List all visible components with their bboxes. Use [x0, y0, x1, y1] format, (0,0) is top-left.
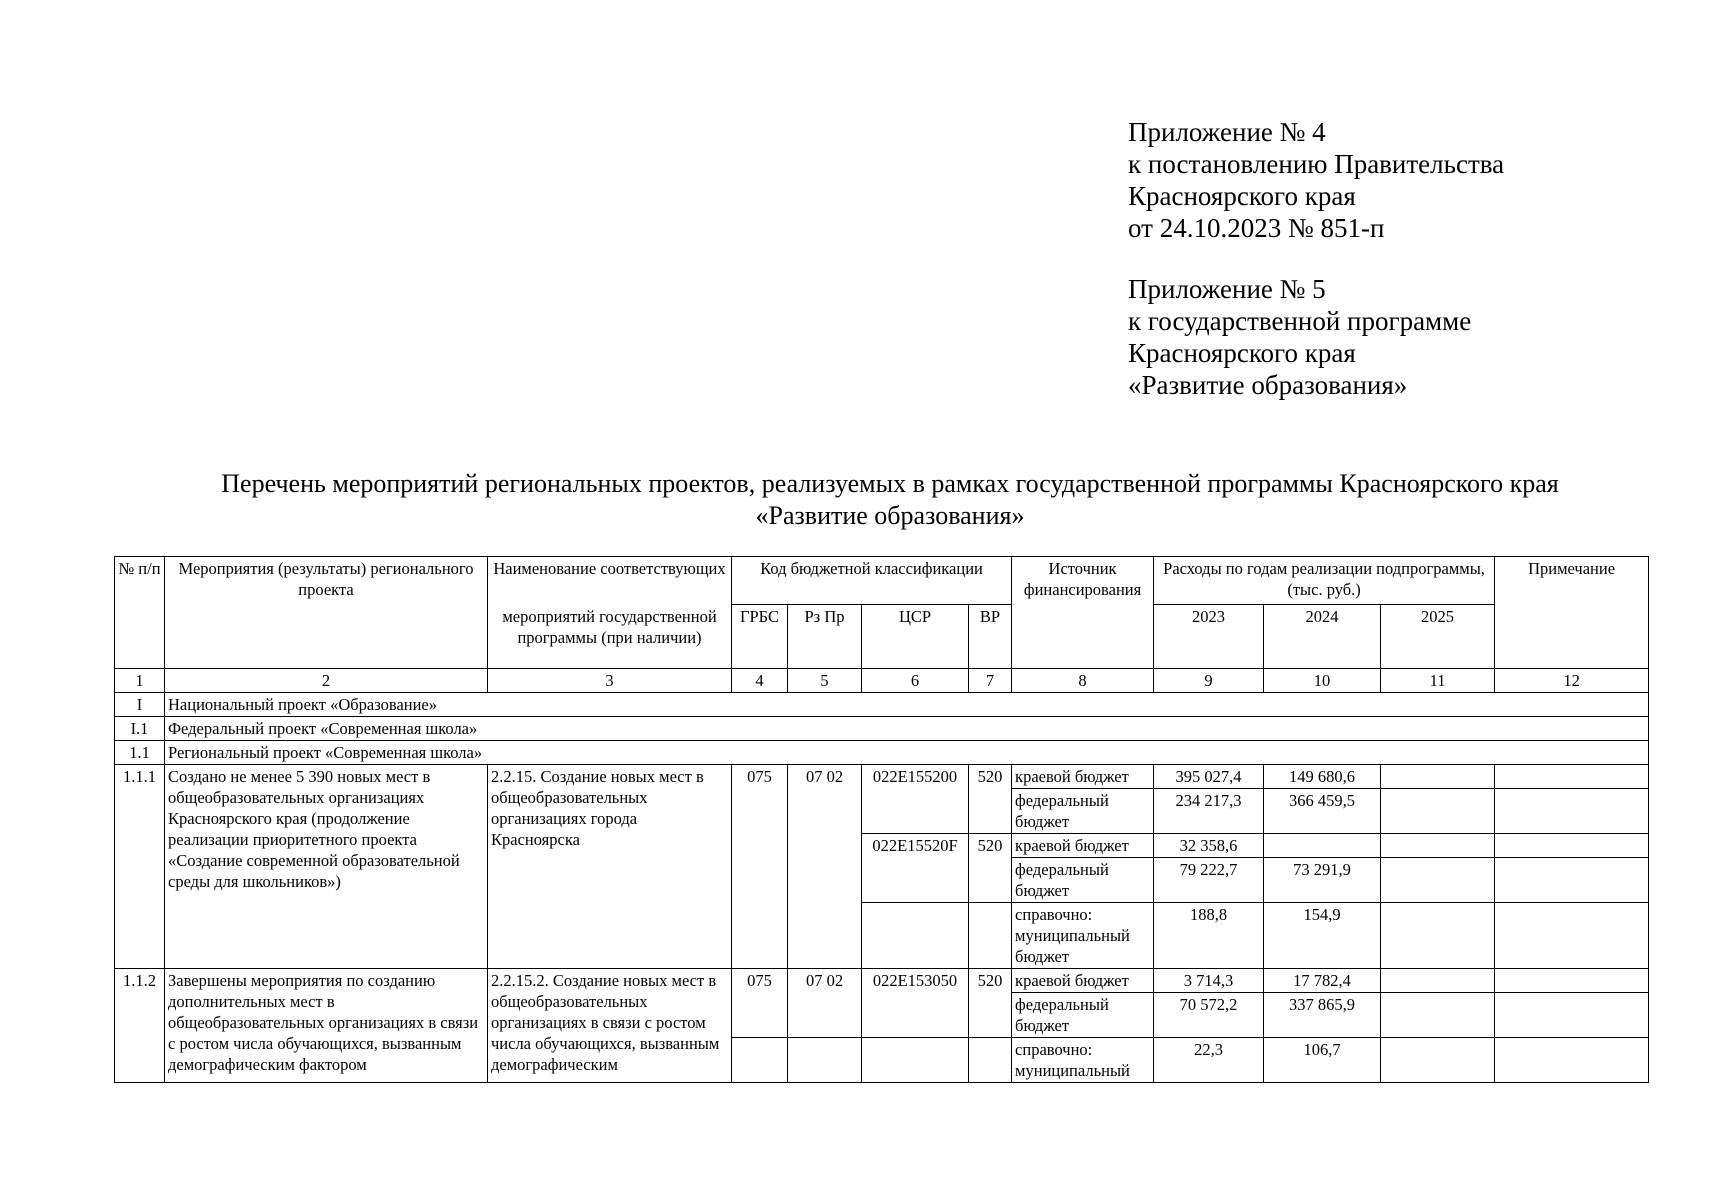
item-value-2023: 79 222,7 [1154, 858, 1264, 903]
item-value-2024: 149 680,6 [1264, 765, 1381, 789]
item-value-2024: 17 782,4 [1264, 969, 1381, 993]
col-number: 5 [788, 669, 862, 693]
item-vr: 520 [969, 969, 1012, 1038]
appendix-5-line4: «Развитие образования» [1128, 370, 1408, 400]
item-num: 1.1.2 [115, 969, 165, 1083]
col-number: 11 [1381, 669, 1495, 693]
document-title [100, 468, 1680, 532]
item-value-2023: 188,8 [1154, 903, 1264, 969]
header-vr: ВР [969, 605, 1012, 669]
item-num: 1.1.1 [115, 765, 165, 969]
section-num: 1.1 [115, 741, 165, 765]
item-grbs [732, 1038, 788, 1083]
section-num: I.1 [115, 717, 165, 741]
item-note [1495, 1038, 1649, 1083]
item-source: краевой бюджет [1012, 834, 1154, 858]
appendix-4-block [1128, 116, 1688, 244]
item-grbs: 075 [732, 765, 788, 969]
appendix-5-line3: Красноярского края [1128, 338, 1356, 368]
title-line2: «Развитие образования» [755, 501, 1025, 530]
item-vr [969, 1038, 1012, 1083]
item-source: краевой бюджет [1012, 969, 1154, 993]
item-note [1495, 858, 1649, 903]
header-year-2025: 2025 [1381, 605, 1495, 669]
item-vr [969, 903, 1012, 969]
item-value-2025 [1381, 834, 1495, 858]
item-value-2023: 70 572,2 [1154, 993, 1264, 1038]
item-csr [862, 1038, 969, 1083]
item-csr [862, 903, 969, 969]
header-num: № п/п [115, 557, 165, 669]
header-rzpr: Рз Пр [788, 605, 862, 669]
item-source: справочно: муниципальный [1012, 1038, 1154, 1083]
item-note [1495, 993, 1649, 1038]
item-note [1495, 834, 1649, 858]
col-number: 7 [969, 669, 1012, 693]
item-vr: 520 [969, 765, 1012, 834]
item-source: краевой бюджет [1012, 765, 1154, 789]
header-note: Примечание [1495, 557, 1649, 669]
item-value-2024: 73 291,9 [1264, 858, 1381, 903]
col-number: 3 [488, 669, 732, 693]
col-number: 12 [1495, 669, 1649, 693]
item-value-2023: 234 217,3 [1154, 789, 1264, 834]
section-num: I [115, 693, 165, 717]
header-program-name-a: Наименование соответствующих [488, 557, 732, 605]
header-grbs: ГРБС [732, 605, 788, 669]
column-numbers-row [115, 669, 1649, 693]
section-row [115, 741, 1649, 765]
item-source: федеральный бюджет [1012, 993, 1154, 1038]
header-row-1 [115, 557, 1649, 605]
item-source: справочно: муниципальный бюджет [1012, 903, 1154, 969]
item-note [1495, 789, 1649, 834]
item-rzpr: 07 02 [788, 765, 862, 969]
item-value-2025 [1381, 969, 1495, 993]
col-number: 9 [1154, 669, 1264, 693]
appendix-4-line4: от 24.10.2023 № 851-п [1128, 213, 1385, 243]
item-measure: Создано не менее 5 390 новых мест в общеобразовательных организациях Красноярского края (продолжение реализации приоритетного проекта «Создание современной образовательной среды для школьников») [165, 765, 488, 969]
header-expenses: Расходы по годам реализации подпрограммы, (тыс. руб.) [1154, 557, 1495, 605]
item-value-2024: 366 459,5 [1264, 789, 1381, 834]
section-text: Региональный проект «Современная школа» [165, 741, 1649, 765]
item-value-2023: 32 358,6 [1154, 834, 1264, 858]
item-source: федеральный бюджет [1012, 858, 1154, 903]
item-measure: Завершены мероприятия по созданию дополнительных мест в общеобразовательных организациях в связи с ростом числа обучающихся, вызванным демографическим фактором [165, 969, 488, 1083]
item-value-2025 [1381, 858, 1495, 903]
item-note [1495, 969, 1649, 993]
item-rzpr [788, 1038, 862, 1083]
item-grbs: 075 [732, 969, 788, 1038]
appendix-4-line2: к постановлению Правительства [1128, 149, 1505, 179]
measures-table [114, 556, 1649, 1083]
appendix-5-line2: к государственной программе [1128, 306, 1472, 336]
item-value-2024: 337 865,9 [1264, 993, 1381, 1038]
item-value-2025 [1381, 903, 1495, 969]
item-note [1495, 765, 1649, 789]
item-rzpr: 07 02 [788, 969, 862, 1038]
col-number: 8 [1012, 669, 1154, 693]
header-measures: Мероприятия (результаты) регионального проекта [165, 557, 488, 669]
header-year-2023: 2023 [1154, 605, 1264, 669]
appendix-4-line1: Приложение № 4 [1128, 117, 1326, 147]
col-number: 4 [732, 669, 788, 693]
header-source: Источник финансирования [1012, 557, 1154, 669]
appendix-4-line3: Красноярского края [1128, 181, 1356, 211]
item-value-2023: 3 714,3 [1154, 969, 1264, 993]
header-year-2024: 2024 [1264, 605, 1381, 669]
col-number: 1 [115, 669, 165, 693]
item-program: 2.2.15. Создание новых мест в общеобразовательных организациях города Красноярска [488, 765, 732, 969]
col-number: 6 [862, 669, 969, 693]
item-value-2024: 106,7 [1264, 1038, 1381, 1083]
header-csr: ЦСР [862, 605, 969, 669]
item-program: 2.2.15.2. Создание новых мест в общеобразовательных организациях в связи с ростом числа обучающихся, вызванным демографическим [488, 969, 732, 1083]
item-csr: 022E155200 [862, 765, 969, 834]
item-vr: 520 [969, 834, 1012, 903]
header-budget-code: Код бюджетной классификации [732, 557, 1012, 605]
item-note [1495, 903, 1649, 969]
table-row [115, 765, 1649, 789]
section-row [115, 717, 1649, 741]
item-source: федеральный бюджет [1012, 789, 1154, 834]
col-number: 2 [165, 669, 488, 693]
section-row [115, 693, 1649, 717]
item-value-2024: 154,9 [1264, 903, 1381, 969]
item-value-2025 [1381, 1038, 1495, 1083]
header-program-name-b: мероприятий государственной программы (при наличии) [488, 605, 732, 669]
title-line1: Перечень мероприятий региональных проектов, реализуемых в рамках государственной программы Красноярского края [221, 469, 1559, 498]
item-csr: 022E153050 [862, 969, 969, 1038]
col-number: 10 [1264, 669, 1381, 693]
section-text: Федеральный проект «Современная школа» [165, 717, 1649, 741]
item-value-2025 [1381, 789, 1495, 834]
item-value-2025 [1381, 765, 1495, 789]
table-row [115, 969, 1649, 993]
item-csr: 022E15520F [862, 834, 969, 903]
item-value-2023: 395 027,4 [1154, 765, 1264, 789]
item-value-2024 [1264, 834, 1381, 858]
item-value-2023: 22,3 [1154, 1038, 1264, 1083]
appendix-5-line1: Приложение № 5 [1128, 274, 1326, 304]
item-value-2025 [1381, 993, 1495, 1038]
section-text: Национальный проект «Образование» [165, 693, 1649, 717]
appendix-5-block [1128, 273, 1688, 401]
